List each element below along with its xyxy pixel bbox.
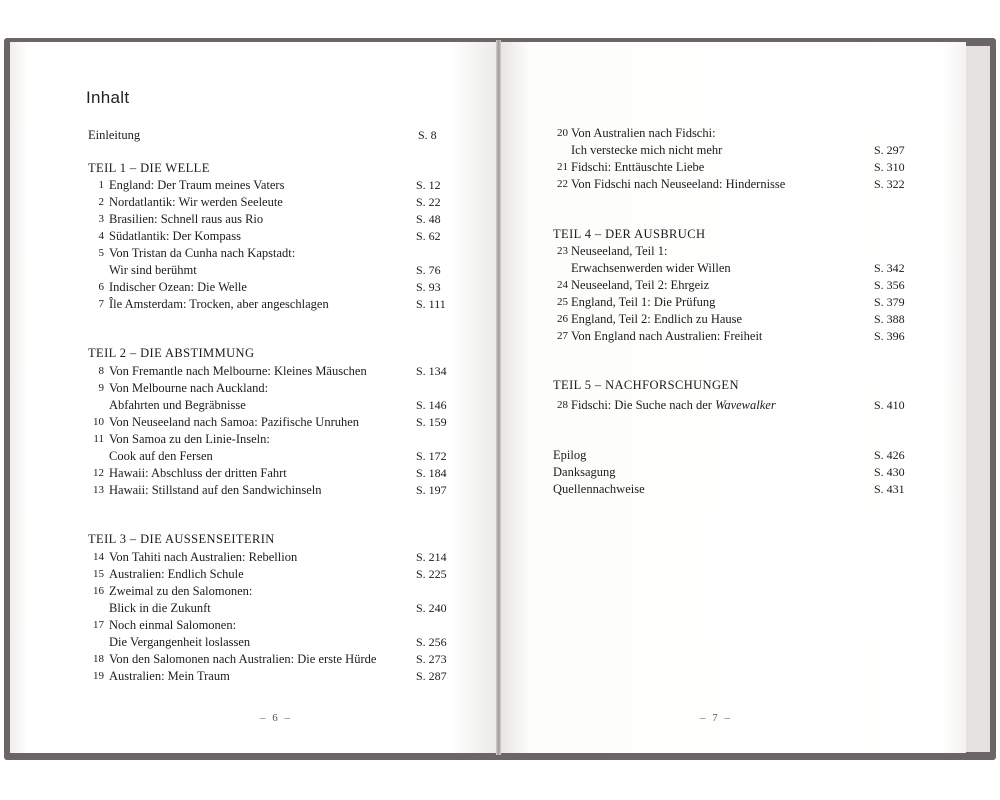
page-edges	[966, 46, 990, 752]
toc-entry-title: England: Der Traum meines Vaters	[109, 178, 285, 192]
part5-heading: TEIL 5 – NACHFORSCHUNGEN	[553, 378, 739, 392]
toc-entry-page: S. 256	[416, 635, 447, 649]
toc-entry-page: S. 111	[416, 297, 446, 311]
toc-entry-page: S. 431	[874, 482, 905, 496]
part1-heading: TEIL 1 – DIE WELLE	[88, 161, 210, 175]
intro-page: S. 8	[418, 128, 437, 142]
toc-entry-page: S. 396	[874, 329, 905, 343]
toc-entry-title: Von Australien nach Fidschi:	[571, 126, 716, 140]
part2-heading: TEIL 2 – DIE ABSTIMMUNG	[88, 346, 255, 360]
toc-entry-number: 12	[93, 467, 104, 479]
toc-entry-title: Von Neuseeland nach Samoa: Pazifische Unruhen	[109, 415, 360, 429]
toc-entry-title: Von den Salomonen nach Australien: Die erste Hürde	[109, 652, 377, 666]
toc-entry-page: S. 134	[416, 364, 447, 378]
toc-entry-page: S. 297	[874, 143, 905, 157]
toc-entry-page: S. 214	[416, 550, 447, 564]
toc-entry-title: Noch einmal Salomonen:	[109, 618, 237, 632]
toc-entry-title: Danksagung	[553, 465, 616, 479]
toc-entry-page: S. 342	[874, 261, 905, 275]
toc-entry-number: 24	[557, 279, 568, 291]
toc-entry-title: Ich verstecke mich nicht mehr	[571, 143, 723, 157]
toc-entry-title: Zweimal zu den Salomonen:	[109, 584, 253, 598]
toc-entry-number: 27	[557, 330, 568, 342]
toc-entry-number: 1	[98, 179, 104, 191]
toc-entry-page: S. 146	[416, 398, 447, 412]
toc-entry-page: S. 172	[416, 449, 447, 463]
toc-entry-number: 15	[93, 568, 104, 580]
toc-entry-number: 22	[557, 178, 568, 190]
toc-entry-number: 20	[557, 127, 568, 139]
toc-entry-title: England, Teil 1: Die Prüfung	[571, 295, 716, 309]
toc-entry-number: 19	[93, 670, 104, 682]
toc-entry-number: 18	[93, 653, 104, 665]
toc-entry-number: 17	[93, 619, 104, 631]
toc-entry-page: S. 310	[874, 160, 905, 174]
toc-entry-title: Hawaii: Stillstand auf den Sandwichinseln	[109, 483, 322, 497]
toc-entry-title: Indischer Ozean: Die Welle	[109, 280, 247, 294]
toc-entry-number: 5	[98, 247, 104, 259]
toc-entry-number: 16	[93, 585, 104, 597]
toc-heading: Inhalt	[86, 88, 130, 107]
toc-entry-number: 2	[98, 196, 104, 208]
toc-entry-page: S. 93	[416, 280, 441, 294]
toc-entry-page: S. 273	[416, 652, 447, 666]
toc-entry-number: 10	[93, 416, 104, 428]
toc-entry-page: S. 225	[416, 567, 447, 581]
toc-entry-page: S. 62	[416, 229, 441, 243]
toc-entry-title: Australien: Mein Traum	[109, 669, 230, 683]
toc-entry-number: 23	[557, 245, 568, 257]
toc-entry-title: Neuseeland, Teil 2: Ehrgeiz	[571, 278, 710, 292]
toc-entry-page: S. 48	[416, 212, 441, 226]
toc-entry-page: S. 22	[416, 195, 441, 209]
intro-title: Einleitung	[88, 128, 141, 142]
toc-entry-title: Epilog	[553, 448, 587, 462]
toc-entry-number: 7	[98, 298, 104, 310]
toc-entry-title: Die Vergangenheit loslassen	[109, 635, 251, 649]
toc-entry-page: S. 356	[874, 278, 905, 292]
toc-entry-title: Fidschi: Die Suche nach der Wavewalker	[571, 398, 776, 412]
toc-entry-number: 3	[98, 213, 104, 225]
toc-entry-title: Von Melbourne nach Auckland:	[109, 381, 269, 395]
toc-entry-page: S. 12	[416, 178, 441, 192]
toc-entry-title: Nordatlantik: Wir werden Seeleute	[109, 195, 283, 209]
toc-entry-number: 21	[557, 161, 568, 173]
toc-entry-number: 13	[93, 484, 104, 496]
toc-entry-number: 25	[557, 296, 568, 308]
toc-entry-title: Von Tahiti nach Australien: Rebellion	[109, 550, 298, 564]
toc-entry-title: Von Fremantle nach Melbourne: Kleines Mäuschen	[109, 364, 367, 378]
toc-entry-number: 28	[557, 399, 568, 411]
toc-entry-title: Von England nach Australien: Freiheit	[571, 329, 763, 343]
toc-entry-number: 4	[98, 230, 104, 242]
toc-entry-title: Von Fidschi nach Neuseeland: Hindernisse	[571, 177, 786, 191]
toc-entry-title: Wir sind berühmt	[109, 263, 197, 277]
toc-entry-title: Australien: Endlich Schule	[109, 567, 244, 581]
left-page-number: – 6 –	[260, 712, 292, 724]
toc-entry-number: 6	[98, 281, 104, 293]
toc-entry-number: 26	[557, 313, 568, 325]
toc-entry-title: Blick in die Zukunft	[109, 601, 211, 615]
part3-heading: TEIL 3 – DIE AUSSENSEITERIN	[88, 532, 275, 546]
toc-entry-title: Brasilien: Schnell raus aus Rio	[109, 212, 264, 226]
toc-entry-title: Von Samoa zu den Linie-Inseln:	[109, 432, 270, 446]
toc-entry-page: S. 426	[874, 448, 905, 462]
toc-entry-page: S. 76	[416, 263, 441, 277]
toc-entry-page: S. 159	[416, 415, 447, 429]
toc-entry-title: Cook auf den Fersen	[109, 449, 213, 463]
toc-entry-page: S. 388	[874, 312, 905, 326]
toc-entry-title: Abfahrten und Begräbnisse	[109, 398, 246, 412]
toc-entry-title: Von Tristan da Cunha nach Kapstadt:	[109, 246, 296, 260]
toc-entry-title: Quellennachweise	[553, 482, 645, 496]
toc-entry-page: S. 240	[416, 601, 447, 615]
toc-entry-title: Île Amsterdam: Trocken, aber angeschlagen	[109, 297, 329, 311]
toc-entry-number: 9	[98, 382, 104, 394]
toc-entry-page: S. 287	[416, 669, 447, 683]
toc-entry-page: S. 410	[874, 398, 905, 412]
book-spine	[496, 40, 501, 755]
toc-entry-page: S. 197	[416, 483, 447, 497]
toc-entry-page: S. 430	[874, 465, 905, 479]
toc-entry-page: S. 322	[874, 177, 905, 191]
toc-entry-number: 8	[98, 365, 104, 377]
toc-entry-page: S. 379	[874, 295, 905, 309]
right-page-number: – 7 –	[700, 712, 732, 724]
toc-entry-title: Hawaii: Abschluss der dritten Fahrt	[109, 466, 287, 480]
toc-entry-number: 14	[93, 551, 104, 563]
toc-entry-title: Neuseeland, Teil 1:	[571, 244, 668, 258]
toc-entry-page: S. 184	[416, 466, 447, 480]
toc-entry-number: 11	[93, 433, 104, 445]
toc-entry-title: Südatlantik: Der Kompass	[109, 229, 241, 243]
toc-entry-italic-title: Wavewalker	[715, 398, 776, 412]
toc-entry-title: England, Teil 2: Endlich zu Hause	[571, 312, 743, 326]
part4-heading: TEIL 4 – DER AUSBRUCH	[553, 227, 706, 241]
toc-entry-title: Erwachsenwerden wider Willen	[571, 261, 731, 275]
toc-entry-title: Fidschi: Enttäuschte Liebe	[571, 160, 705, 174]
